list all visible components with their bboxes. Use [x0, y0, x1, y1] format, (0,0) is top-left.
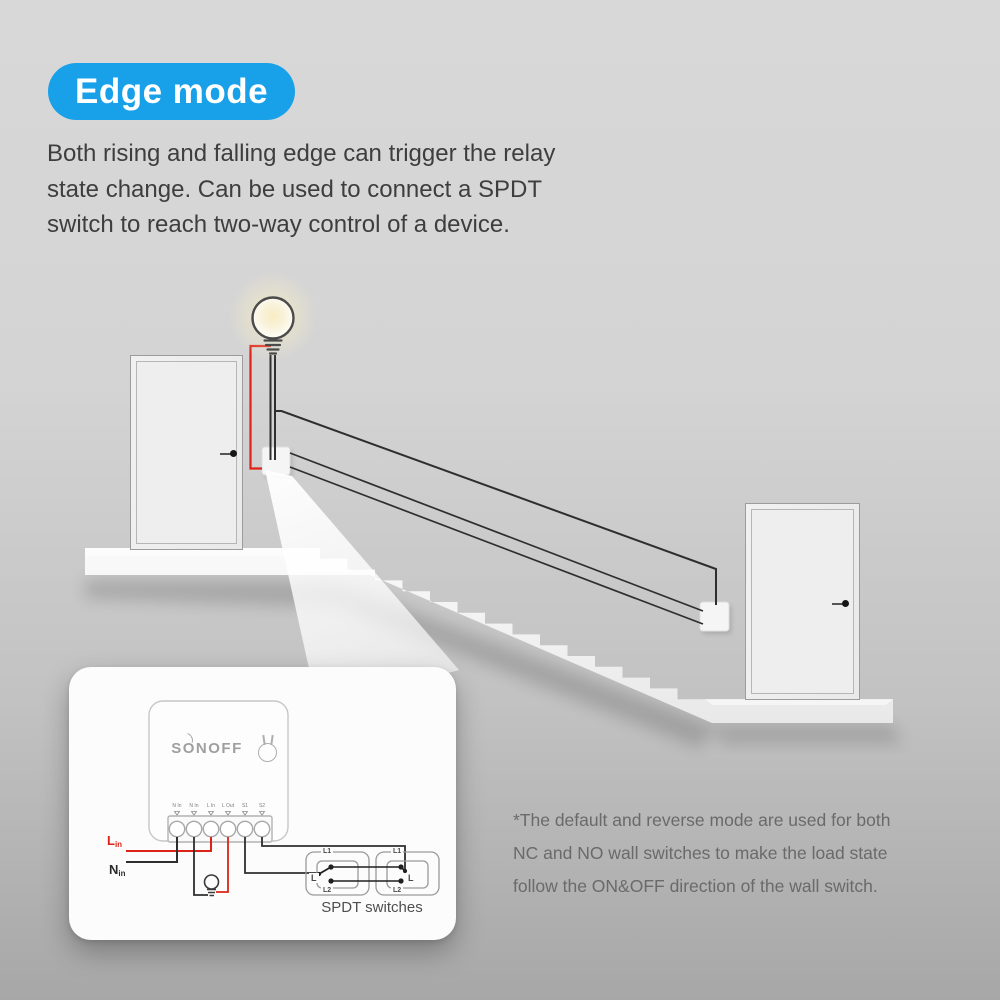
description-line: switch to reach two-way control of a device.: [47, 211, 510, 238]
upstairs-door: [130, 355, 243, 550]
mode-description: [47, 136, 555, 243]
live-letter: L: [107, 833, 115, 848]
spdt-caption: SPDT switches: [321, 899, 423, 916]
terminal-label: N In: [189, 803, 199, 809]
door-knob-icon: [842, 600, 849, 607]
traveler-links: [331, 867, 401, 881]
light-bulb-icon: [253, 298, 294, 339]
lamp-bulb-base: [207, 890, 216, 896]
footnote-line: *The default and reverse mode are used for both: [513, 810, 891, 830]
downstairs-door-panel: [751, 509, 854, 694]
pairing-button-icon: [258, 743, 277, 762]
door-knob-icon: [230, 450, 237, 457]
spdt-left-inner: [317, 861, 358, 888]
footnote-line: NC and NO wall switches to make the load state: [513, 843, 888, 863]
downstairs-wall-switch-plate: [700, 602, 729, 631]
live-subscript: in: [114, 840, 123, 849]
terminal-label: S1: [241, 803, 249, 809]
terminal-labels: [69, 803, 456, 815]
spdt-left-l2-label: L2: [323, 887, 332, 894]
spdt-left-l1-label: L1: [323, 848, 332, 855]
neutral-letter: N: [109, 862, 119, 877]
downstairs-door: [745, 503, 860, 700]
footnote: [513, 804, 890, 903]
terminal-label: L In: [206, 803, 216, 809]
s2-wire: [262, 837, 405, 870]
right-landing-shadow: [712, 724, 902, 744]
description-line: state change. Can be used to connect a SPDT: [47, 175, 542, 203]
neutral-subscript: in: [118, 869, 126, 878]
lamp-bulb-icon: [205, 875, 219, 889]
spdt-right-l2-label: L2: [393, 887, 402, 894]
neutral-input-label: [109, 861, 126, 879]
mode-badge: Edge mode: [48, 63, 295, 120]
spdt-left-common-label: L: [311, 873, 317, 883]
description-line: Both rising and falling edge can trigger the relay: [47, 140, 556, 167]
terminal-label: S2: [258, 803, 266, 809]
footnote-line: follow the ON&OFF direction of the wall switch.: [513, 876, 878, 896]
terminal-label: N In: [172, 803, 182, 809]
brand-logo: SONOFF: [171, 740, 243, 757]
wiring-panel: [69, 667, 456, 940]
spdt-right-common-label: L: [408, 873, 414, 883]
terminal-label: L Out: [221, 803, 235, 809]
spdt-right-l1-label: L1: [393, 848, 402, 855]
live-input-label: [107, 832, 122, 850]
